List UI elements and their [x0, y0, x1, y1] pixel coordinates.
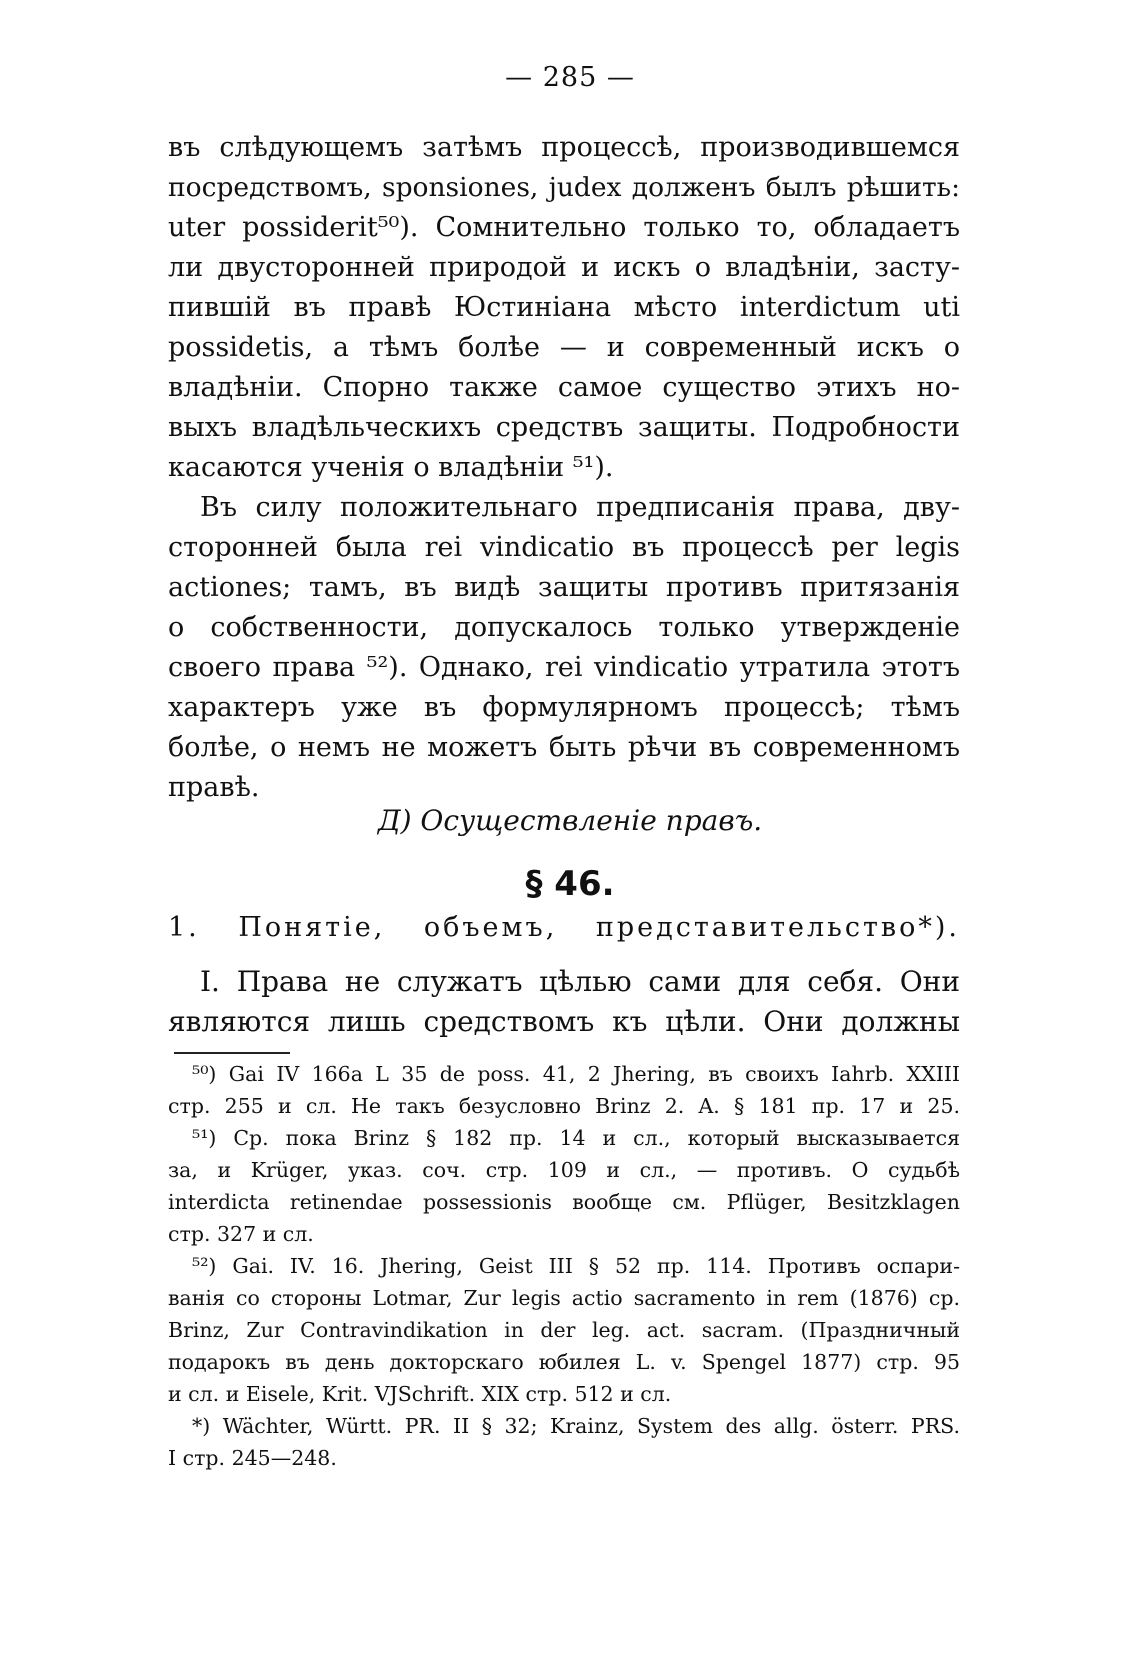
- text-line: болѣе, о немъ не можетъ быть рѣчи въ современномъ: [168, 732, 960, 763]
- footnote-line: *) Wächter, Württ. PR. II § 32; Krainz, System des allg. österr. PRS.: [192, 1414, 960, 1438]
- footnotes: [168, 1058, 960, 1474]
- text-line: характеръ уже въ формулярномъ процессѣ; тѣмъ: [168, 692, 960, 723]
- text-line: ли двусторонней природой и искъ о владѣніи, засту-: [168, 252, 960, 283]
- footnote-line: ванія со стороны Lotmar, Zur legis actio sacramento in rem (1876) ср.: [168, 1286, 960, 1310]
- text-line: I. Права не служатъ цѣлью сами для себя. Они: [200, 965, 960, 998]
- text-line: possidetis, а тѣмъ болѣе — и современный искъ о: [168, 332, 960, 363]
- footnote-line: ⁵²) Gai. IV. 16. Jhering, Geist III § 52 пр. 114. Противъ оспари-: [192, 1254, 960, 1278]
- section-number: § 46.: [525, 864, 615, 904]
- text-line: actiones; тамъ, въ видѣ защиты противъ притязанія: [168, 572, 960, 603]
- text-line: въ слѣдующемъ затѣмъ процессѣ, производившемся: [168, 132, 960, 163]
- footnote-divider: [174, 1052, 290, 1054]
- text-line: касаются ученія о владѣніи ⁵¹).: [168, 452, 614, 483]
- footnote-line: стр. 327 и сл.: [168, 1222, 314, 1246]
- text-line: владѣніи. Спорно также самое существо этихъ но-: [168, 372, 960, 403]
- main-paragraphs: [168, 128, 960, 808]
- footnote-line: ⁵⁰) Gai IV 166a L 35 de poss. 41, 2 Jhering, въ своихъ Iahrb. XXIII: [192, 1062, 960, 1086]
- footnote-line: Brinz, Zur Contravindikation in der leg. act. sacram. (Праздничный: [168, 1318, 960, 1342]
- text-line: выхъ владѣльческихъ средствъ защиты. Подробности: [168, 412, 960, 443]
- footnote-line: за, и Krüger, указ. соч. стр. 109 и сл., — противъ. О судьбѣ: [168, 1158, 960, 1182]
- footnote-line: I стр. 245—248.: [168, 1446, 337, 1470]
- footnote-line: стр. 255 и сл. Не такъ безусловно Brinz 2. A. § 181 пр. 17 и 25.: [168, 1094, 960, 1118]
- text-line: uter possiderit⁵⁰). Сомнительно только то, обладаетъ: [168, 212, 960, 243]
- text-line: о собственности, допускалось только утвержденіе: [168, 612, 960, 643]
- text-line: Въ силу положительнаго предписанія права, дву-: [200, 492, 960, 523]
- footnote-line: ⁵¹) Ср. пока Brinz § 182 пр. 14 и сл., который высказывается: [192, 1126, 960, 1150]
- footnote-line: подарокъ въ день докторскаго юбилея L. v. Spengel 1877) стр. 95: [168, 1350, 960, 1374]
- section-paragraph: [168, 962, 960, 1042]
- page-number: — 285 —: [505, 62, 635, 93]
- text-line: пившій въ правѣ Юстиніана мѣсто interdictum uti: [168, 292, 960, 323]
- section-subheading: Д) Осуществленіе правъ.: [377, 804, 763, 837]
- footnote-line: и сл. и Eisele, Krit. VJSchrift. XIX стр. 512 и сл.: [168, 1382, 672, 1406]
- text-line: посредствомъ, sponsiones, judex долженъ былъ рѣшить:: [168, 172, 960, 203]
- text-line: своего права ⁵²). Однако, rei vindicatio утратила этотъ: [168, 652, 960, 683]
- text-line: сторонней была rei vindicatio въ процессѣ per legis: [168, 532, 960, 563]
- footnote-line: interdicta retinendae possessionis вообще см. Pflüger, Besitzklagen: [168, 1190, 960, 1214]
- text-line: являются лишь средствомъ къ цѣли. Они должны: [168, 1005, 960, 1038]
- text-line: правѣ.: [168, 772, 260, 803]
- section-title: 1. Понятіе, объемъ, представительство*).: [168, 912, 960, 943]
